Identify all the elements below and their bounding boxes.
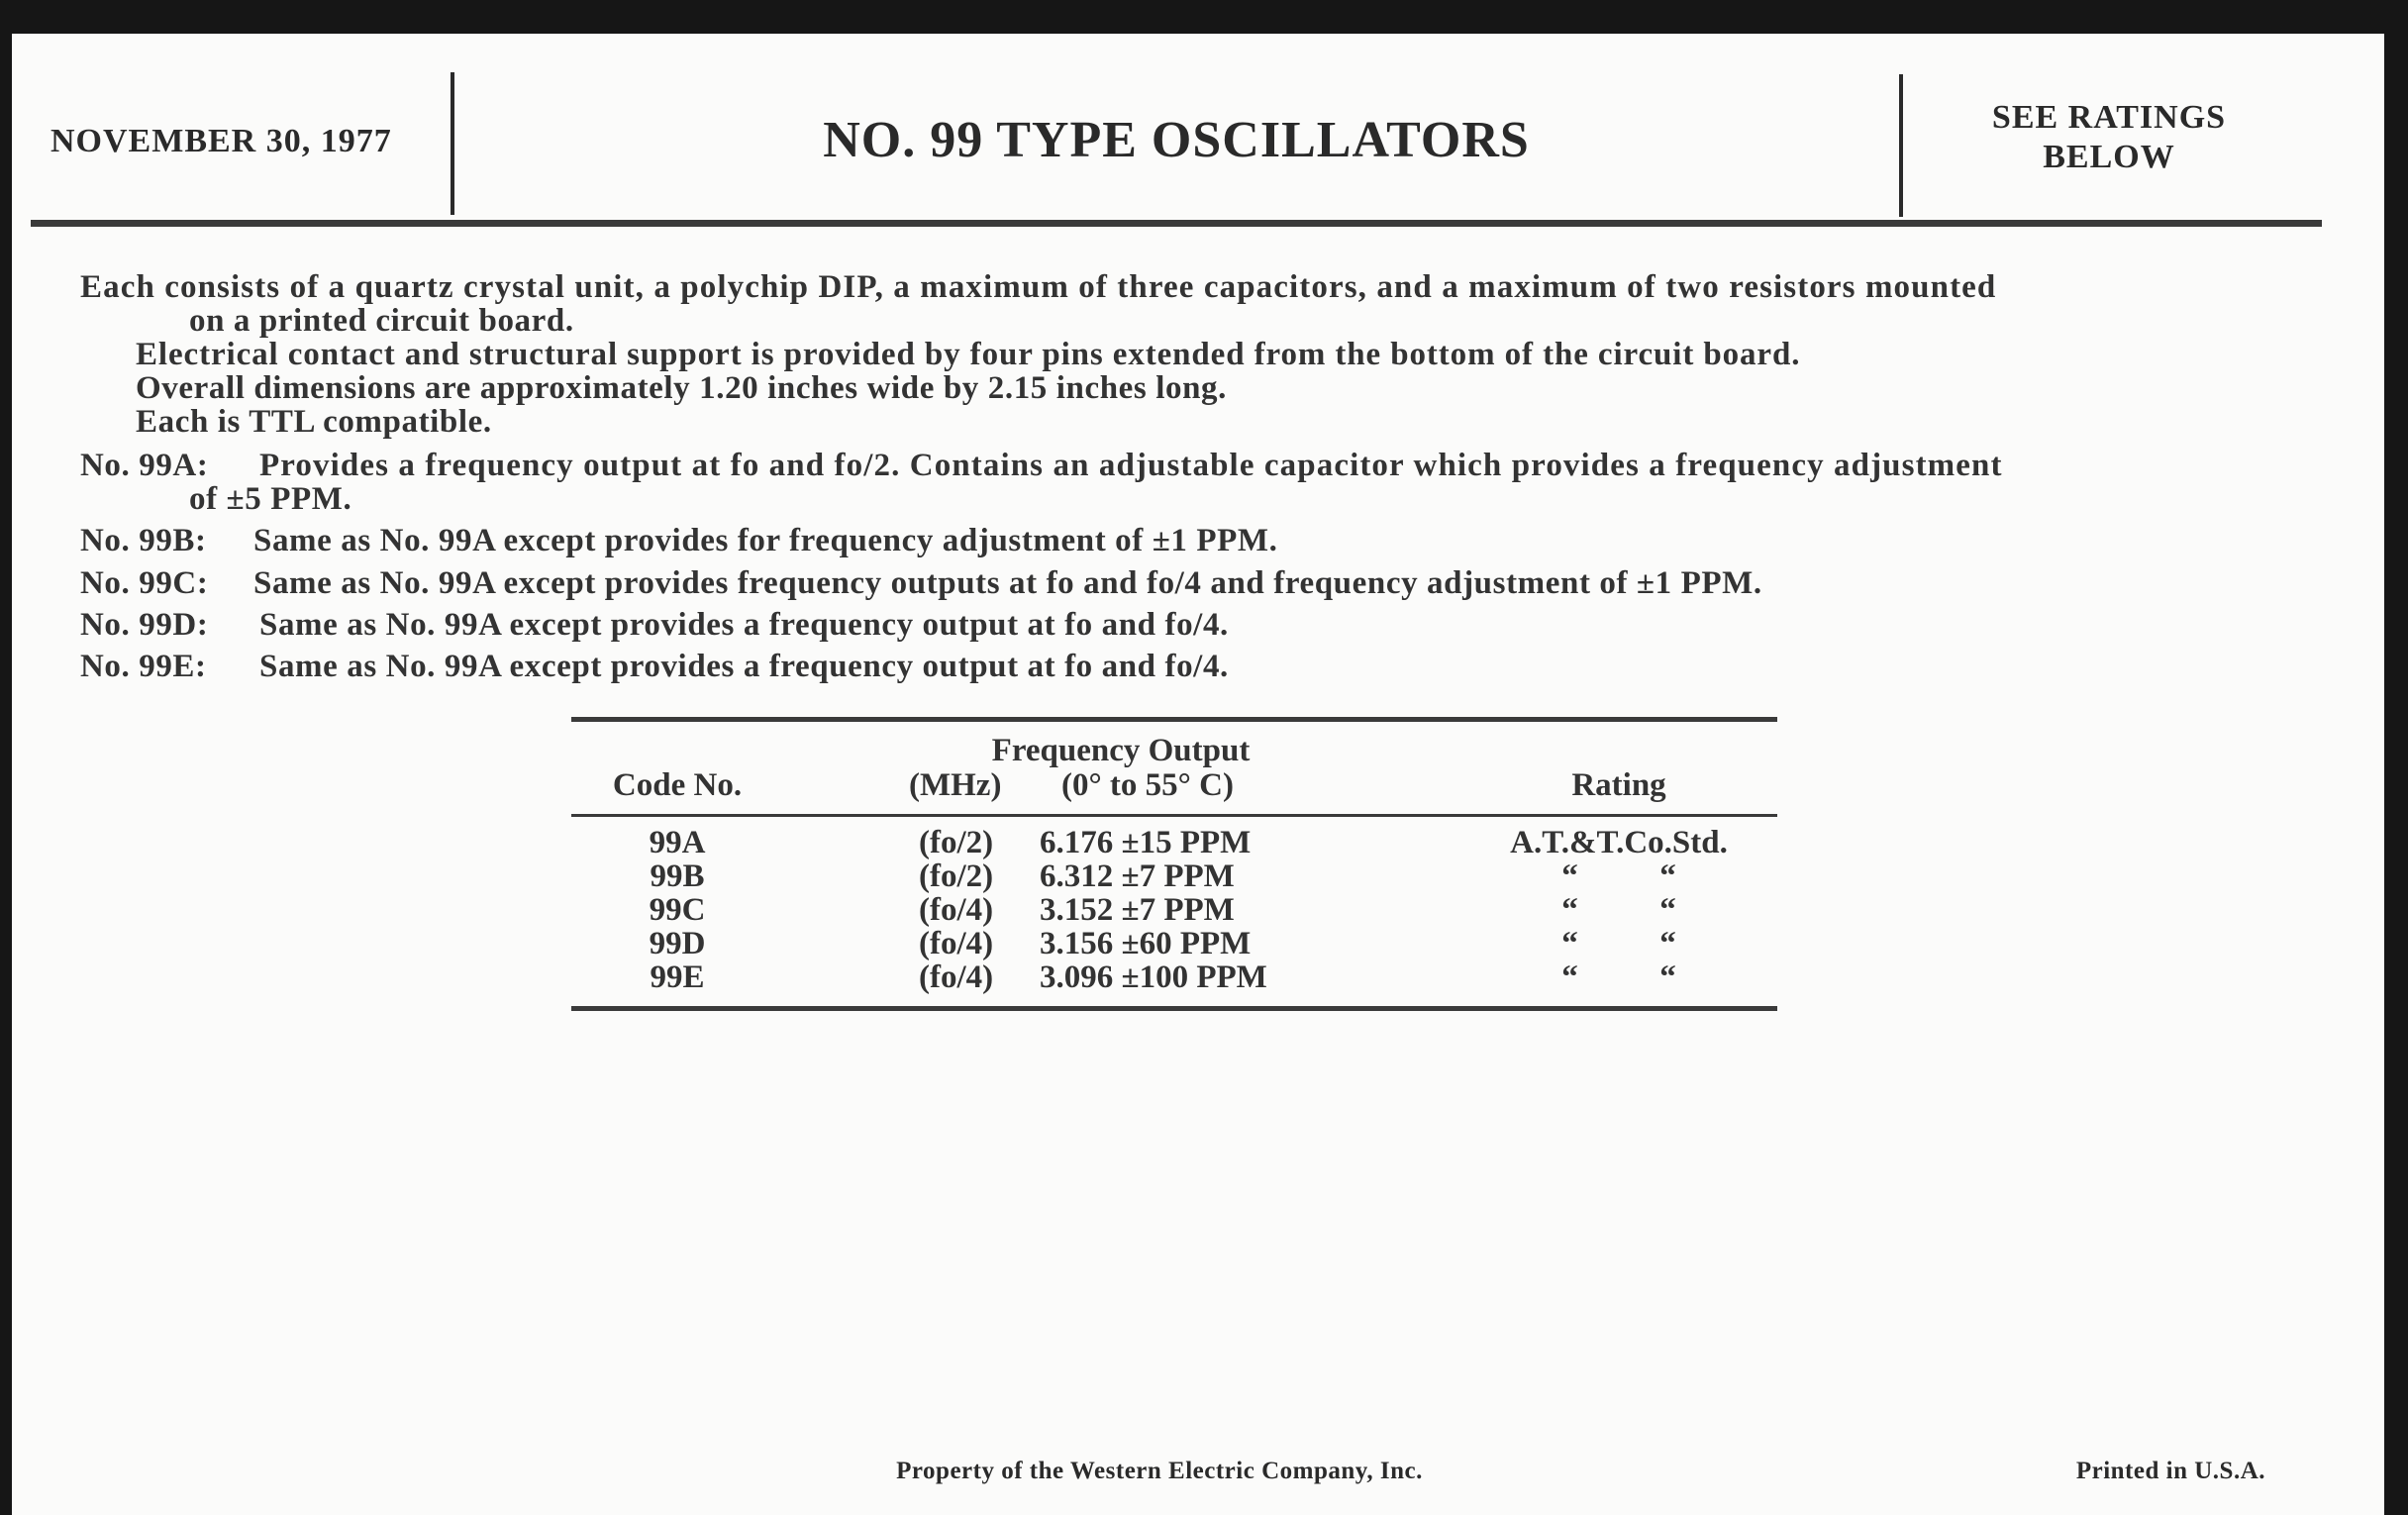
cell-frequency: 6.176 ±15 PPM: [1040, 825, 1252, 860]
cell-code: 99B: [650, 858, 705, 894]
ratings-note: BELOW: [2043, 139, 2175, 175]
cell-output: (fo/4): [919, 926, 994, 961]
cell-code: 99A: [649, 825, 706, 860]
variant-code: No. 99A:: [80, 448, 209, 483]
intro-line: Overall dimensions are approximately 1.20 inches wide by 2.15 inches long.: [136, 370, 1227, 406]
cell-code: 99C: [649, 892, 706, 928]
cell-rating: “ “: [1561, 926, 1676, 961]
table-top-rule: [571, 717, 1777, 722]
intro-line: Each consists of a quartz crystal unit, a polychip DIP, a maximum of three capacitors, and a maximum of two resistors mounted: [80, 269, 1997, 305]
ratings-note: SEE RATINGS: [1991, 99, 2227, 136]
cell-code: 99E: [650, 960, 705, 995]
document-date: NOVEMBER 30, 1977: [50, 123, 392, 159]
variant-code: No. 99C:: [80, 565, 209, 601]
cell-frequency: 6.312 ±7 PPM: [1040, 858, 1235, 894]
page-title: NO. 99 TYPE OSCILLATORS: [823, 112, 1530, 168]
variant-text: of ±5 PPM.: [189, 481, 352, 517]
cell-rating: “ “: [1561, 892, 1676, 928]
intro-line: Electrical contact and structural support is provided by four pins extended from the bottom of the circuit board.: [136, 337, 1801, 372]
table-bottom-rule: [571, 1006, 1777, 1011]
variant-code: No. 99E:: [80, 649, 207, 684]
cell-rating: “ “: [1561, 960, 1676, 995]
column-header-range: (0° to 55° C): [1061, 767, 1234, 803]
cell-output: (fo/4): [919, 960, 994, 995]
header-rule: [31, 220, 2322, 227]
header-divider: [451, 72, 454, 215]
header-divider: [1899, 74, 1903, 217]
intro-line: Each is TTL compatible.: [136, 404, 492, 440]
footer-printed: Printed in U.S.A.: [2075, 1458, 2265, 1484]
variant-text: Provides a frequency output at fo and fo/2. Contains an adjustable capacitor which provides a frequency adjustment: [259, 448, 2003, 483]
cell-rating: A.T.&T.Co.Std.: [1510, 825, 1728, 860]
column-header-rating: Rating: [1571, 767, 1666, 803]
footer-property: Property of the Western Electric Company, Inc.: [896, 1458, 1423, 1484]
table-header-rule: [571, 814, 1777, 817]
variant-code: No. 99D:: [80, 607, 209, 643]
cell-frequency: 3.156 ±60 PPM: [1040, 926, 1252, 961]
cell-output: (fo/2): [919, 858, 994, 894]
variant-code: No. 99B:: [80, 523, 207, 558]
cell-output: (fo/2): [919, 825, 994, 860]
cell-code: 99D: [649, 926, 706, 961]
variant-text: Same as No. 99A except provides a frequency output at fo and fo/4.: [259, 649, 1229, 684]
cell-frequency: 3.096 ±100 PPM: [1040, 960, 1267, 995]
cell-frequency: 3.152 ±7 PPM: [1040, 892, 1235, 928]
cell-rating: “ “: [1561, 858, 1676, 894]
variant-text: Same as No. 99A except provides for frequency adjustment of ±1 PPM.: [253, 523, 1278, 558]
cell-output: (fo/4): [919, 892, 994, 928]
variant-text: Same as No. 99A except provides a frequency output at fo and fo/4.: [259, 607, 1229, 643]
column-header-units: (MHz): [909, 767, 1002, 803]
variant-text: Same as No. 99A except provides frequency outputs at fo and fo/4 and frequency adjustment of ±1 PPM.: [253, 565, 1762, 601]
column-header-code: Code No.: [612, 767, 743, 803]
column-header-frequency: Frequency Output: [991, 733, 1251, 768]
intro-line: on a printed circuit board.: [189, 303, 574, 339]
